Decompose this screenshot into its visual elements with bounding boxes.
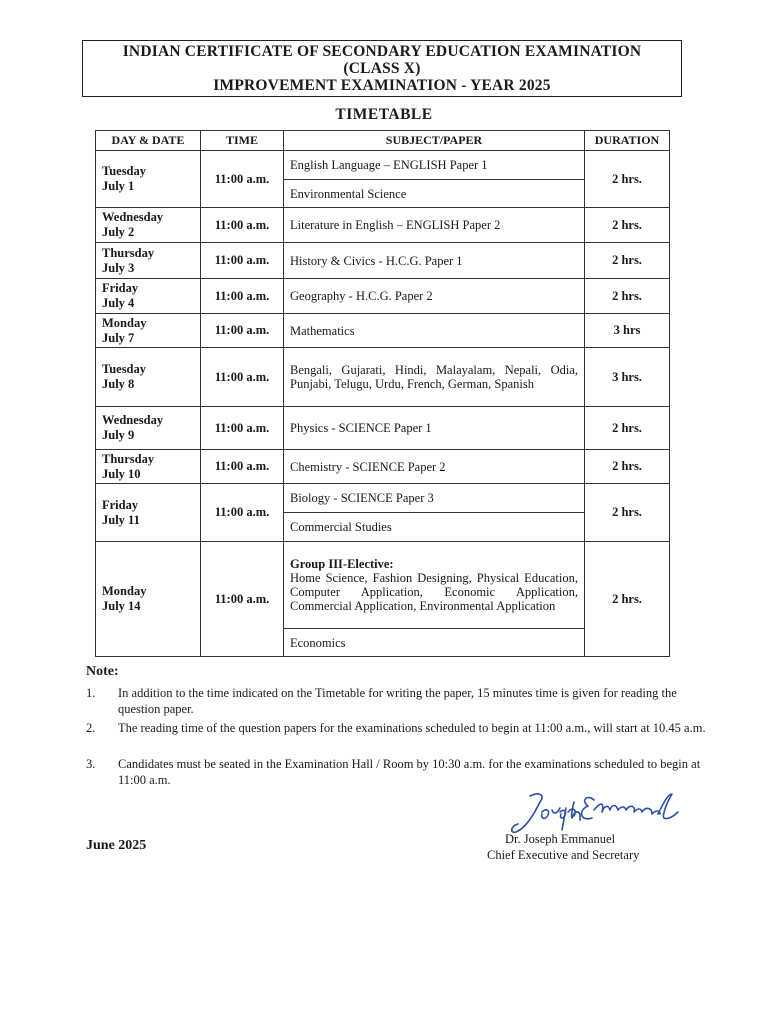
- note-heading: Note:: [86, 664, 119, 679]
- table-row: [96, 151, 670, 180]
- date-label: July 2: [102, 225, 135, 239]
- note-text: The reading time of the question papers for the examinations scheduled to begin at 11:00 a.m., will start at 10.45 a.m.: [118, 721, 706, 735]
- signatory-role: Chief Executive and Secretary: [487, 848, 640, 862]
- date-label: July 11: [102, 512, 140, 527]
- day-date-cell: [96, 243, 201, 279]
- duration-cell: 3 hrs: [585, 314, 670, 348]
- exam-header: [82, 40, 682, 97]
- note-number: 2.: [86, 721, 96, 735]
- note-item: [86, 756, 706, 788]
- day-date-cell: [96, 542, 201, 657]
- col-duration: DURATION: [585, 131, 670, 151]
- duration-cell: 2 hrs.: [585, 407, 670, 450]
- date-label: July 14: [102, 599, 141, 613]
- table-row: [96, 208, 670, 243]
- time-cell: 11:00 a.m.: [201, 407, 284, 450]
- subject-cell: [284, 542, 585, 629]
- note-text: In addition to the time indicated on the Timetable for writing the paper, 15 minutes time is given for reading the question paper.: [118, 686, 677, 716]
- date-label: July 1: [102, 179, 135, 193]
- time-cell: 11:00 a.m.: [201, 314, 284, 348]
- day-label: Wednesday: [102, 413, 164, 427]
- subject-cell: Environmental Science: [284, 180, 585, 208]
- col-time: TIME: [201, 131, 284, 151]
- table-row: [96, 407, 670, 450]
- issue-date: June 2025: [86, 838, 147, 853]
- duration-cell: 2 hrs.: [585, 208, 670, 243]
- header-line-3: IMPROVEMENT EXAMINATION - YEAR 2025: [213, 77, 551, 94]
- day-date-cell: [96, 484, 201, 542]
- time-cell: 11:00 a.m.: [201, 279, 284, 314]
- date-label: July 8: [102, 377, 135, 391]
- time-cell: 11:00 a.m.: [201, 450, 284, 484]
- day-label: Friday: [102, 497, 139, 512]
- date-label: July 7: [102, 330, 135, 345]
- day-date-cell: [96, 208, 201, 243]
- duration-cell: 2 hrs.: [585, 151, 670, 208]
- subject-cell: Bengali, Gujarati, Hindi, Malayalam, Nepali, Odia, Punjabi, Telugu, Urdu, French, German, Spanish: [284, 348, 585, 407]
- day-label: Monday: [102, 584, 147, 598]
- table-row: [96, 243, 670, 279]
- subject-cell: Biology - SCIENCE Paper 3: [284, 484, 585, 513]
- time-cell: 11:00 a.m.: [201, 208, 284, 243]
- date-label: July 9: [102, 428, 135, 442]
- table-header-row: [96, 131, 670, 151]
- subject-cell: Chemistry - SCIENCE Paper 2: [284, 450, 585, 484]
- duration-cell: 2 hrs.: [585, 484, 670, 542]
- day-label: Tuesday: [102, 164, 147, 178]
- day-label: Wednesday: [102, 210, 164, 224]
- date-label: July 10: [102, 466, 141, 481]
- note-item: [86, 685, 706, 717]
- note-number: 1.: [86, 686, 96, 700]
- table-row: [96, 542, 670, 629]
- duration-cell: 2 hrs.: [585, 542, 670, 657]
- day-label: Thursday: [102, 245, 155, 260]
- day-label: Monday: [102, 315, 147, 330]
- table-row: [96, 279, 670, 314]
- col-subject: SUBJECT/PAPER: [284, 131, 585, 151]
- table-row: [96, 450, 670, 484]
- duration-cell: 3 hrs.: [585, 348, 670, 407]
- group-heading: Group III-Elective:: [290, 557, 394, 571]
- duration-cell: 2 hrs.: [585, 279, 670, 314]
- time-cell: 11:00 a.m.: [201, 151, 284, 208]
- day-date-cell: [96, 151, 201, 208]
- day-date-cell: [96, 348, 201, 407]
- subject-cell: Mathematics: [284, 314, 585, 348]
- day-date-cell: [96, 314, 201, 348]
- header-line-2: (CLASS X): [343, 60, 421, 77]
- time-cell: 11:00 a.m.: [201, 542, 284, 657]
- date-label: July 3: [102, 260, 135, 275]
- duration-cell: 2 hrs.: [585, 243, 670, 279]
- day-date-cell: [96, 279, 201, 314]
- subject-cell: English Language – ENGLISH Paper 1: [284, 151, 585, 180]
- note-item: [86, 720, 706, 736]
- day-label: Friday: [102, 281, 139, 295]
- time-cell: 11:00 a.m.: [201, 348, 284, 407]
- subject-cell: Geography - H.C.G. Paper 2: [284, 279, 585, 314]
- day-date-cell: [96, 450, 201, 484]
- elective-list: Home Science, Fashion Designing, Physical Education, Computer Application, Economic Application, Commercial Application, Environmental Application: [290, 571, 578, 613]
- timetable-title: TIMETABLE: [335, 106, 433, 123]
- day-label: Thursday: [102, 451, 155, 466]
- timetable: [95, 130, 670, 657]
- signature-mark: [508, 788, 698, 838]
- signatory-name: Dr. Joseph Emmanuel: [505, 832, 616, 846]
- col-day-date: DAY & DATE: [96, 131, 201, 151]
- subject-cell: Literature in English – ENGLISH Paper 2: [284, 208, 585, 243]
- time-cell: 11:00 a.m.: [201, 243, 284, 279]
- date-label: July 4: [102, 296, 135, 310]
- table-row: [96, 484, 670, 513]
- time-cell: 11:00 a.m.: [201, 484, 284, 542]
- header-line-1: INDIAN CERTIFICATE OF SECONDARY EDUCATION EXAMINATION: [122, 43, 642, 60]
- subject-cell: History & Civics - H.C.G. Paper 1: [284, 243, 585, 279]
- subject-cell: Economics: [284, 629, 585, 657]
- note-number: 3.: [86, 757, 96, 771]
- day-label: Tuesday: [102, 362, 147, 376]
- table-row: [96, 348, 670, 407]
- subject-cell: Commercial Studies: [284, 513, 585, 542]
- duration-cell: 2 hrs.: [585, 450, 670, 484]
- day-date-cell: [96, 407, 201, 450]
- note-text: Candidates must be seated in the Examination Hall / Room by 10:30 a.m. for the examinations scheduled to begin at 11:00 a.m.: [118, 757, 701, 787]
- subject-cell: Physics - SCIENCE Paper 1: [284, 407, 585, 450]
- table-row: [96, 314, 670, 348]
